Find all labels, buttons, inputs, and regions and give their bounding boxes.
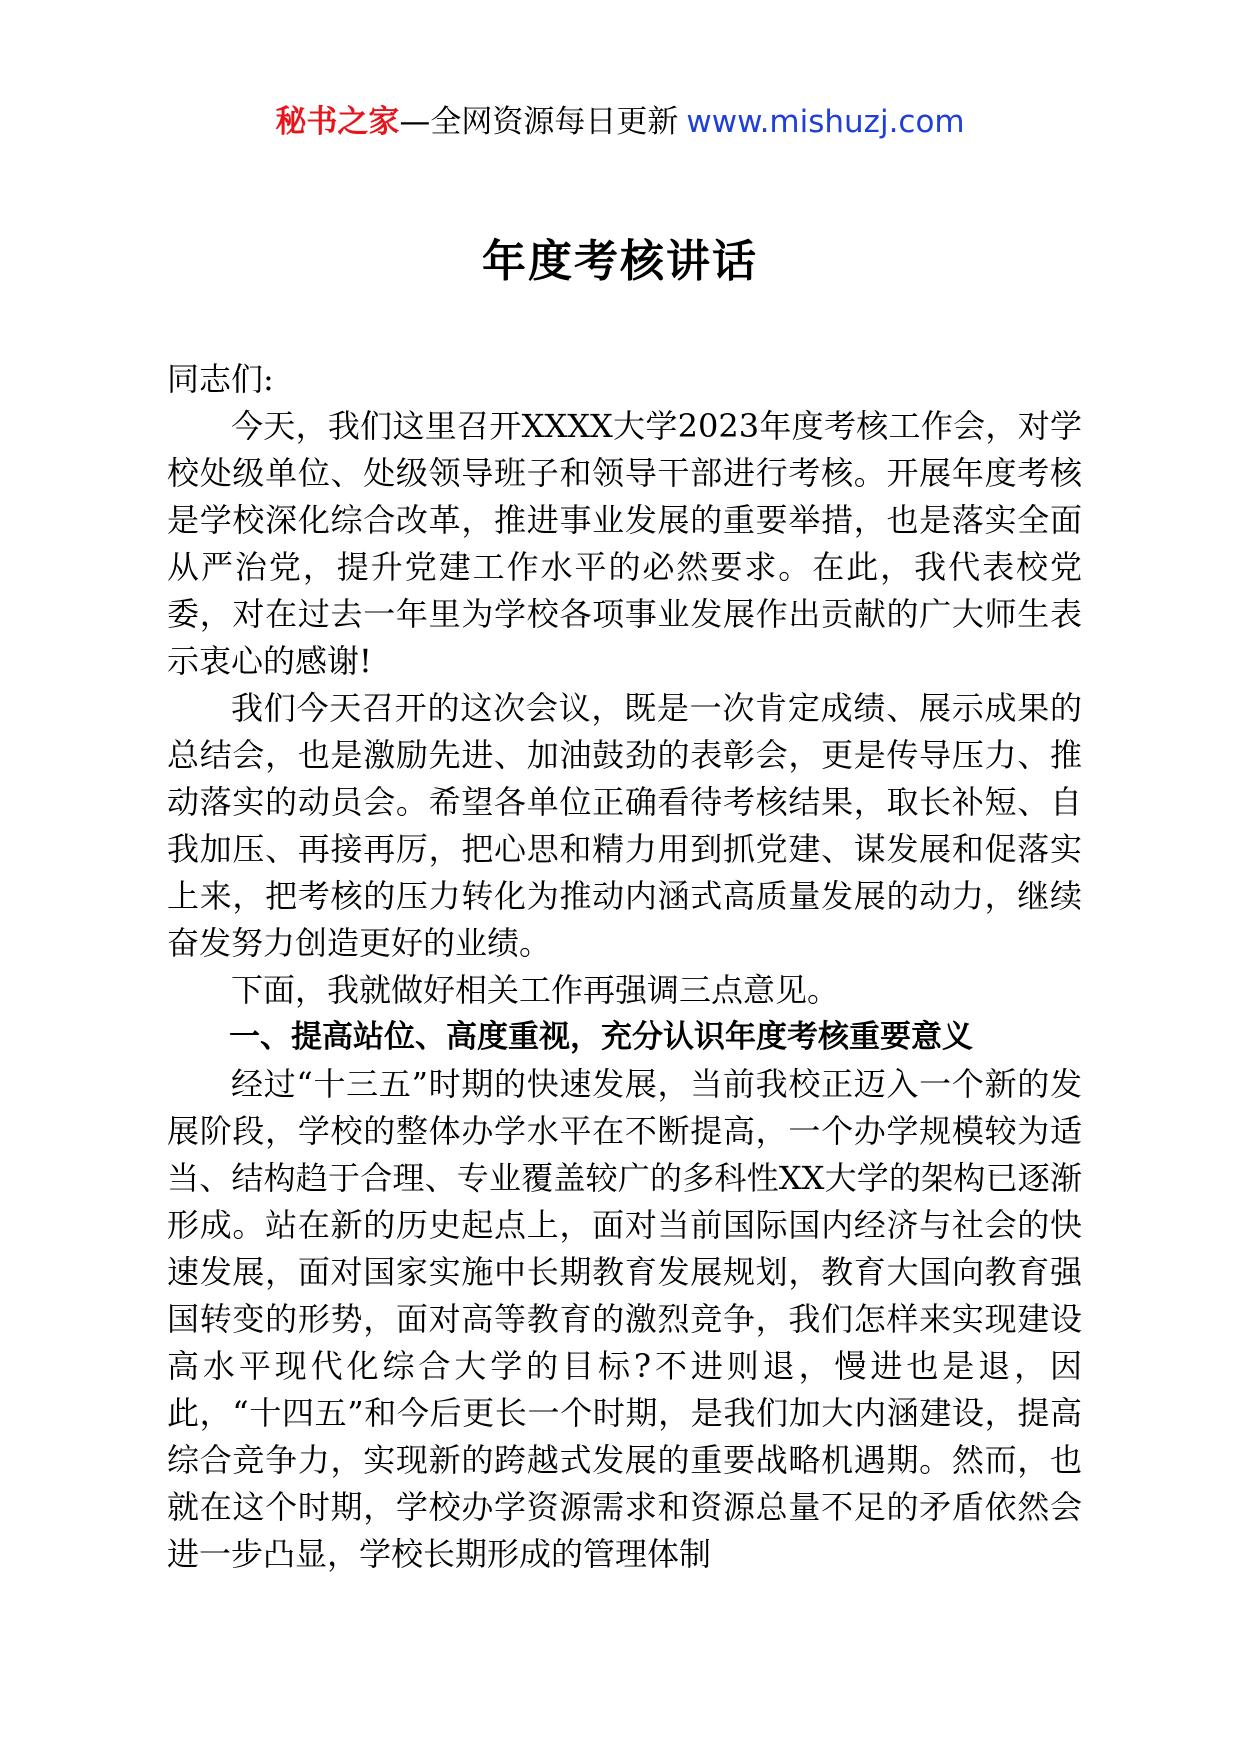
salutation: 同志们:: [167, 360, 274, 398]
site-header: [0, 100, 1240, 144]
paragraph: 我们今天召开的这次会议，既是一次肯定成绩、展示成果的总结会，也是激励先进、加油鼓劲的表彰会，更是传导压力、推动落实的动员会。希望各单位正确看待考核结果，取长补短、自我加压、再接再厉，把心思和精力用到抓党建、谋发展和促落实上来，把考核的压力转化为推动内涵式高质量发展的动力，继续奋发努力创造更好的业绩。: [167, 689, 1082, 962]
site-brand: 秘书之家: [275, 104, 400, 140]
paragraph: 下面，我就做好相关工作再强调三点意见。: [231, 971, 840, 1009]
section-heading: 一、提高站位、高度重视，充分认识年度考核重要意义: [229, 1019, 973, 1055]
site-tagline: —全网资源每日更新: [399, 104, 679, 140]
paragraph: 经过“十三五”时期的快速发展，当前我校正迈入一个新的发展阶段，学校的整体办学水平在不断提高，一个办学规模较为适当、结构趋于合理、专业覆盖较广的多科性XX大学的架构已逐渐形成。站在新的历史起点上，面对当前国际国内经济与社会的快速发展，面对国家实施中长期教育发展规划，教育大国向教育强国转变的形势，面对高等教育的激烈竞争，我们怎样来实现建设高水平现代化综合大学的目标?不进则退，慢进也是退，因此，“十四五”和今后更长一个时期，是我们加大内涵建设，提高综合竞争力，实现新的跨越式发展的重要战略机遇期。然而，也就在这个时期，学校办学资源需求和资源总量不足的矛盾依然会进一步凸显，学校长期形成的管理体制: [167, 1065, 1082, 1573]
document-body: [167, 356, 1082, 1578]
document-title: 年度考核讲话: [482, 236, 758, 287]
site-url-link[interactable]: www.mishuzj.com: [686, 104, 965, 140]
paragraph: 今天，我们这里召开XXXX大学2023年度考核工作会，对学校处级单位、处级领导班子和领导干部进行考核。开展年度考核是学校深化综合改革，推进事业发展的重要举措，也是落实全面从严治党，提升党建工作水平的必然要求。在此，我代表校党委，对在过去一年里为学校各项事业发展作出贡献的广大师生表示衷心的感谢!: [167, 407, 1082, 680]
